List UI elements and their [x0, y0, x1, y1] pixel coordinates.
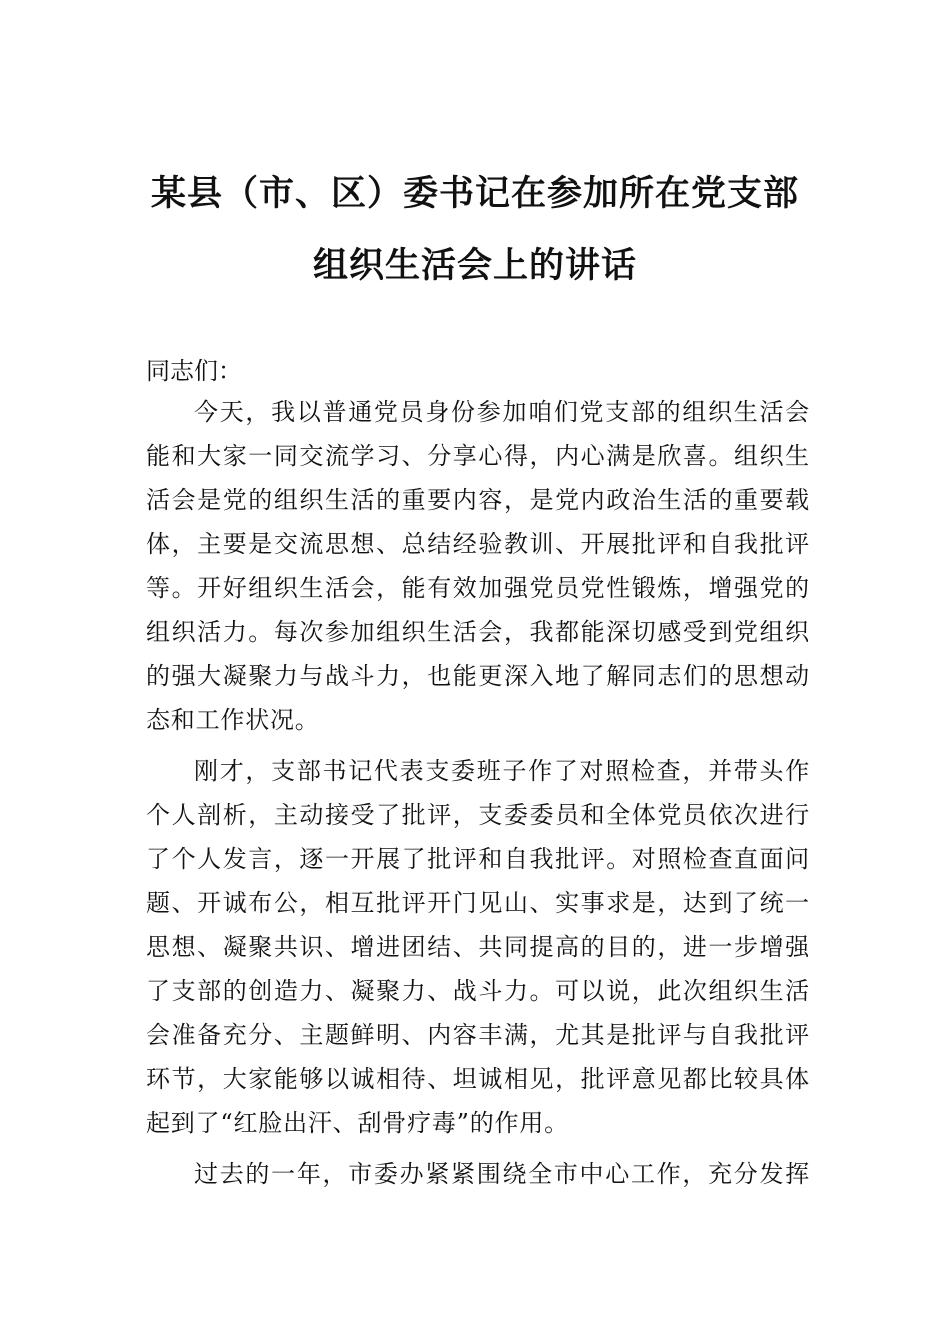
paragraph-2-line-8: 环节，大家能够以诚相待、坦诚相见，批评意见都比较具体: [146, 1065, 810, 1093]
paragraph-2-line-7: 会准备充分、主题鲜明、内容丰满，尤其是批评与自我批评: [146, 1021, 810, 1049]
paragraph-2-line-2: 个人剖析，主动接受了批评，支委委员和全体党员依次进行: [146, 801, 810, 829]
paragraph-1-line-2: 能和大家一同交流学习、分享心得，内心满是欣喜。组织生: [146, 442, 810, 470]
paragraph-1-line-1: 今天，我以普通党员身份参加咱们党支部的组织生活会: [194, 398, 810, 426]
paragraph-1-line-7: 的强大凝聚力与战斗力，也能更深入地了解同志们的思想动: [146, 662, 810, 690]
paragraph-2-line-5: 思想、凝聚共识、增进团结、共同提高的目的，进一步增强: [146, 933, 810, 961]
document-title-line-1: 某县（市、区）委书记在参加所在党支部: [150, 173, 799, 214]
paragraph-3-line-1: 过去的一年，市委办紧紧围绕全市中心工作，充分发挥: [194, 1160, 810, 1188]
salutation: 同志们：: [146, 357, 242, 385]
paragraph-1-line-4: 体，主要是交流思想、总结经验教训、开展批评和自我批评: [146, 530, 810, 558]
paragraph-1-line-8: 态和工作状况。: [146, 706, 320, 734]
paragraph-2-line-6: 了支部的创造力、凝聚力、战斗力。可以说，此次组织生活: [146, 977, 810, 1005]
paragraph-2-line-3: 了个人发言，逐一开展了批评和自我批评。对照检查直面问: [146, 845, 810, 873]
document-title-line-2: 组织生活会上的讲话: [312, 245, 637, 286]
paragraph-2-line-9: 起到了“红脸出汗、刮骨疗毒”的作用。: [146, 1109, 569, 1137]
paragraph-2-line-4: 题、开诚布公，相互批评开门见山、实事求是，达到了统一: [146, 889, 810, 917]
paragraph-1-line-3: 活会是党的组织生活的重要内容，是党内政治生活的重要载: [146, 486, 810, 514]
paragraph-1-line-6: 组织活力。每次参加组织生活会，我都能深切感受到党组织: [146, 618, 810, 646]
paragraph-1-line-5: 等。开好组织生活会，能有效加强党员党性锻炼，增强党的: [146, 574, 810, 602]
paragraph-2-line-1: 刚才，支部书记代表支委班子作了对照检查，并带头作: [194, 757, 810, 785]
